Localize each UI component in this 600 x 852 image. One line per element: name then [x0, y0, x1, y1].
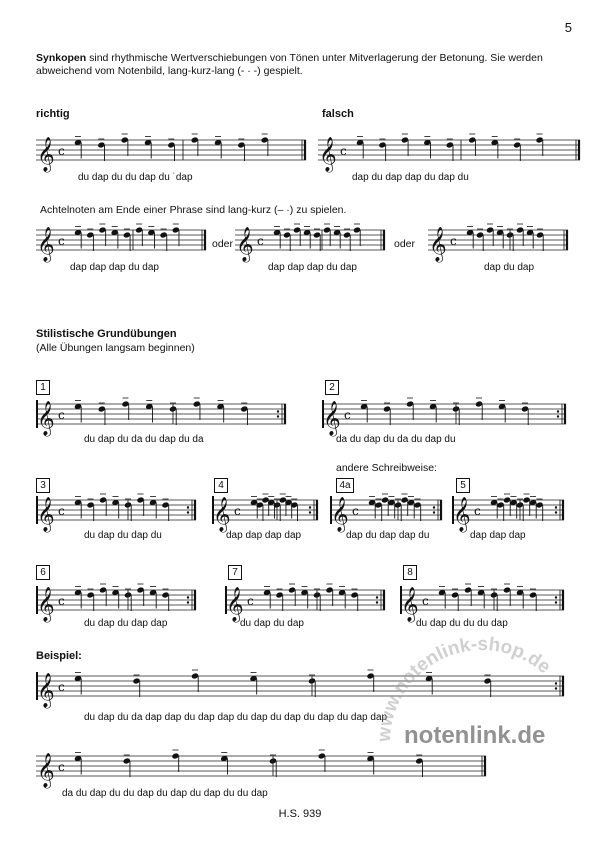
- staff-richtig: [36, 126, 312, 174]
- staff-ex1: [36, 390, 292, 438]
- syllables-achtel-1: dap dap dap du dap: [70, 262, 159, 273]
- syllables-beispiel-2: da du dap du du dap du dap du dap du du dap: [62, 788, 268, 799]
- footer-catalog-number: H.S. 939: [278, 808, 322, 820]
- svg-text:𝄞: 𝄞: [453, 497, 471, 532]
- section-title: Stilistische Grundübungen: [36, 328, 177, 340]
- syllables-ex2: da du dap du da du dap du: [336, 434, 456, 445]
- svg-text:c: c: [422, 594, 429, 608]
- intro-text: sind rhythmische Wertverschiebungen von Tönen unter Mitverlagerung der Betonung. Sie werden abweichend vom Notenbild, lang-kurz-lang (- · -) gespielt.: [36, 52, 543, 77]
- svg-text:c: c: [474, 504, 481, 518]
- staff-ex8: [400, 576, 570, 624]
- exercise-number-5: 5: [456, 478, 470, 493]
- label-achtel: Achtelnoten am Ende einer Phrase sind lang-kurz (– ·) zu spielen.: [40, 204, 347, 216]
- svg-text:𝄞: 𝄞: [37, 137, 55, 172]
- exercise-number-4: 4: [214, 478, 228, 493]
- svg-text:𝄞: 𝄞: [323, 401, 341, 436]
- svg-text:c: c: [58, 144, 65, 158]
- staff-achtel-3: [428, 216, 574, 264]
- svg-text:𝄞: 𝄞: [226, 587, 244, 622]
- syllables-ex5: dap dap dap: [470, 530, 526, 541]
- section-subtitle: (Alle Übungen langsam beginnen): [36, 342, 195, 354]
- svg-text:c: c: [58, 594, 65, 608]
- svg-text:𝄞: 𝄞: [331, 497, 349, 532]
- svg-text:c: c: [450, 234, 457, 248]
- staff-ex5: [452, 486, 570, 534]
- svg-text:𝄞: 𝄞: [37, 753, 55, 788]
- svg-text:c: c: [58, 504, 65, 518]
- syllables-richtig: du dap du du dap du ˙dap: [78, 172, 193, 183]
- svg-text:c: c: [340, 144, 347, 158]
- svg-text:c: c: [58, 760, 65, 774]
- svg-text:c: c: [344, 408, 351, 422]
- syllables-achtel-3: dap du dap: [484, 262, 535, 273]
- svg-text:𝄞: 𝄞: [401, 587, 419, 622]
- svg-text:𝄞: 𝄞: [37, 673, 55, 708]
- svg-text:c: c: [234, 504, 241, 518]
- exercise-number-8: 8: [403, 565, 417, 580]
- syllables-ex4a: dap du dap dap du: [346, 530, 430, 541]
- page-number: 5: [564, 20, 572, 35]
- label-richtig: richtig: [36, 108, 70, 120]
- exercise-number-3: 3: [36, 478, 50, 493]
- staff-ex6: [36, 576, 202, 624]
- svg-text:c: c: [257, 234, 264, 248]
- watermark-ring-text: www.notenlink-shop.de: [373, 633, 555, 743]
- svg-text:𝄞: 𝄞: [319, 137, 337, 172]
- exercise-number-1: 1: [36, 380, 50, 395]
- svg-text:𝄞: 𝄞: [429, 227, 447, 262]
- svg-text:𝄞: 𝄞: [37, 497, 55, 532]
- svg-text:𝄞: 𝄞: [236, 227, 254, 262]
- staff-ex4a: [330, 486, 448, 534]
- svg-text:c: c: [58, 234, 65, 248]
- intro-term: Synkopen: [36, 52, 87, 64]
- syllables-achtel-2: dap dap dap du dap: [268, 262, 357, 273]
- staff-achtel-1: [36, 216, 212, 264]
- staff-ex3: [36, 486, 202, 534]
- exercise-number-4a: 4a: [336, 478, 354, 493]
- syllables-ex6: du dap du dap dap: [84, 618, 168, 629]
- svg-text:𝄞: 𝄞: [213, 497, 231, 532]
- svg-text:www.notenlink-shop.de: [374, 634, 555, 744]
- svg-text:c: c: [58, 680, 65, 694]
- staff-falsch: [318, 126, 586, 174]
- syllables-beispiel-1: du dap du da dap dap du dap dap du dap du dap du dap du dap dap: [84, 712, 388, 723]
- staff-ex7: [225, 576, 391, 624]
- svg-text:𝄞: 𝄞: [37, 401, 55, 436]
- staff-achtel-2: [235, 216, 391, 264]
- syllables-ex4: dap dap dap dap: [226, 530, 302, 541]
- syllables-ex7: du dap du dap: [240, 618, 304, 629]
- syllables-ex8: du dap du du du dap: [416, 618, 508, 629]
- staff-ex4: [212, 486, 324, 534]
- svg-text:c: c: [352, 504, 359, 518]
- svg-text:𝄞: 𝄞: [37, 227, 55, 262]
- syllables-ex1: du dap du da du dap du da: [84, 434, 204, 445]
- exercise-number-6: 6: [36, 565, 50, 580]
- watermark-main: notenlink.de: [404, 722, 546, 749]
- exercise-number-7: 7: [228, 565, 242, 580]
- label-beispiel: Beispiel:: [36, 650, 82, 662]
- staff-ex2: [322, 390, 572, 438]
- watermark-ring: [372, 632, 592, 852]
- exercise-number-2: 2: [325, 380, 339, 395]
- label-oder-1: oder: [212, 238, 234, 250]
- syllables-falsch: dap du dap dap du dap du: [352, 172, 469, 183]
- label-falsch: falsch: [322, 108, 354, 120]
- label-oder-2: oder: [394, 238, 416, 250]
- intro-paragraph: [36, 52, 576, 78]
- svg-text:c: c: [58, 408, 65, 422]
- label-andere-schreibweise: andere Schreibweise:: [336, 462, 437, 474]
- svg-text:c: c: [247, 594, 254, 608]
- svg-text:𝄞: 𝄞: [37, 587, 55, 622]
- syllables-ex3: du dap du dap du: [84, 530, 162, 541]
